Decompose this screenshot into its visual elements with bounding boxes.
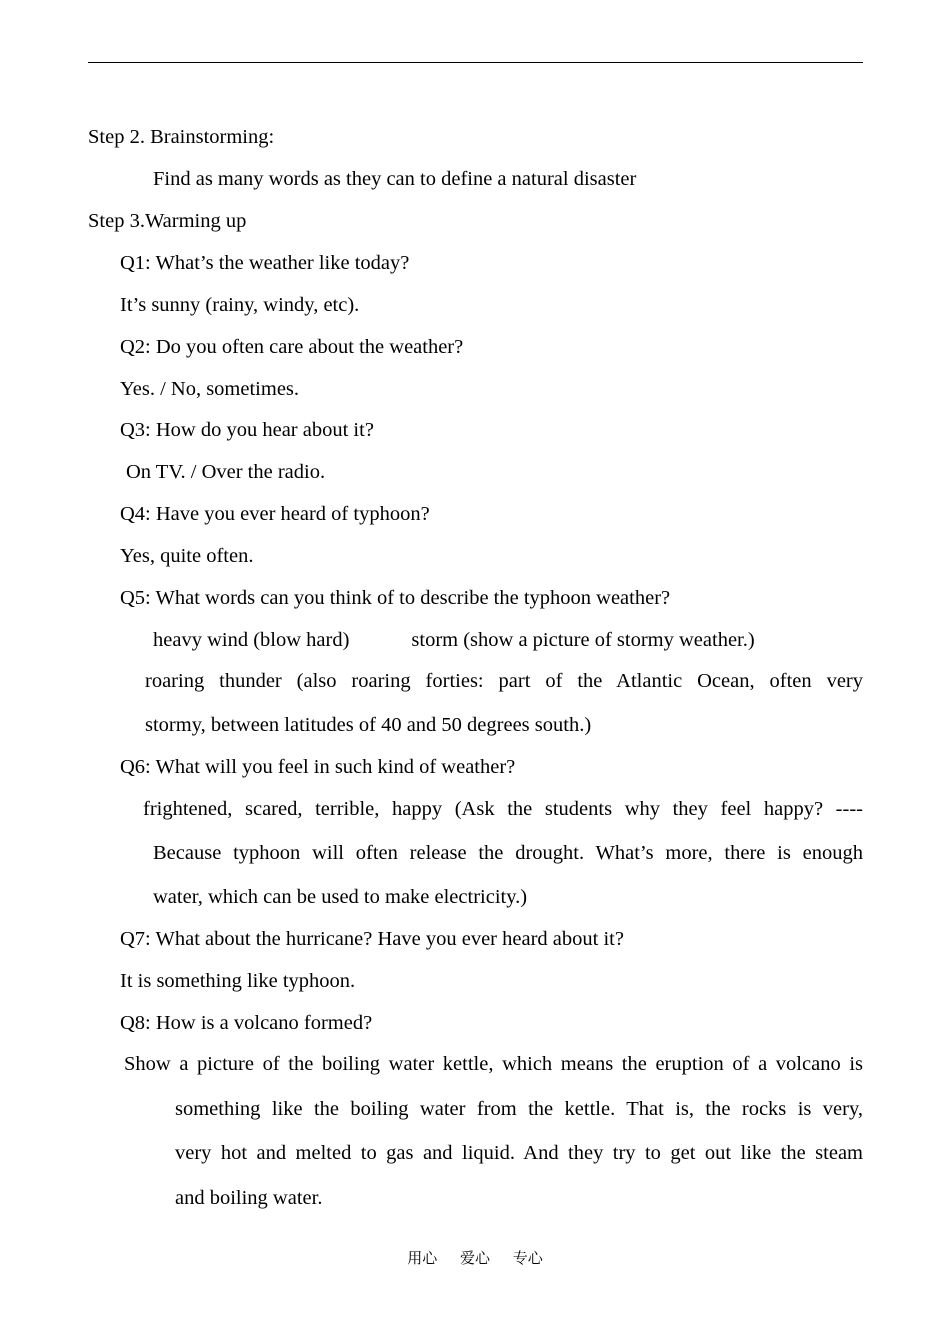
answer-2: Yes. / No, sometimes. (120, 378, 300, 400)
answer-8-line-4: and boiling water. (175, 1187, 323, 1209)
answer-5-words (153, 627, 755, 653)
answer-4: Yes, quite often. (120, 545, 254, 567)
question-1: Q1: What’s the weather like today? (120, 252, 410, 274)
question-5: Q5: What words can you think of to describe the typhoon weather? (120, 587, 671, 609)
question-3: Q3: How do you hear about it? (120, 419, 374, 441)
answer-3: On TV. / Over the radio. (126, 461, 326, 483)
page-footer: 用心 爱心 专心 (407, 1249, 543, 1267)
question-8: Q8: How is a volcano formed? (120, 1012, 373, 1034)
answer-1: It’s sunny (rainy, windy, etc). (120, 294, 360, 316)
question-6: Q6: What will you feel in such kind of weather? (120, 756, 516, 778)
answer-7: It is something like typhoon. (120, 970, 356, 992)
answer-8-line-1: Show a picture of the boiling water kettle, which means the eruption of a volcano is (124, 1053, 863, 1075)
question-4: Q4: Have you ever heard of typhoon? (120, 503, 430, 525)
answer-5-thunder-line-2: stormy, between latitudes of 40 and 50 degrees south.) (145, 714, 592, 736)
answer-6-line-1: frightened, scared, terrible, happy (Ask the students why they feel happy? ---- (143, 798, 863, 820)
question-2: Q2: Do you often care about the weather? (120, 336, 464, 358)
step2-heading: Step 2. Brainstorming: (88, 126, 275, 148)
answer-5-thunder-line-1: roaring thunder (also roaring forties: part of the Atlantic Ocean, often very (145, 670, 863, 692)
answer-6-line-3: water, which can be used to make electricity.) (153, 886, 528, 908)
answer-8-line-2: something like the boiling water from the kettle. That is, the rocks is very, (175, 1098, 863, 1120)
step3-heading: Step 3.Warming up (88, 210, 247, 232)
step2-text: Find as many words as they can to define a natural disaster (153, 168, 637, 190)
answer-6-line-2: Because typhoon will often release the drought. What’s more, there is enough (153, 842, 863, 864)
answer-8-line-3: very hot and melted to gas and liquid. And they try to get out like the steam (175, 1142, 863, 1164)
answer-5-word-1: heavy wind (blow hard) (153, 629, 350, 651)
question-7: Q7: What about the hurricane? Have you ever heard about it? (120, 928, 624, 950)
header-rule (88, 62, 863, 63)
answer-5-word-2: storm (show a picture of stormy weather.) (411, 629, 755, 651)
